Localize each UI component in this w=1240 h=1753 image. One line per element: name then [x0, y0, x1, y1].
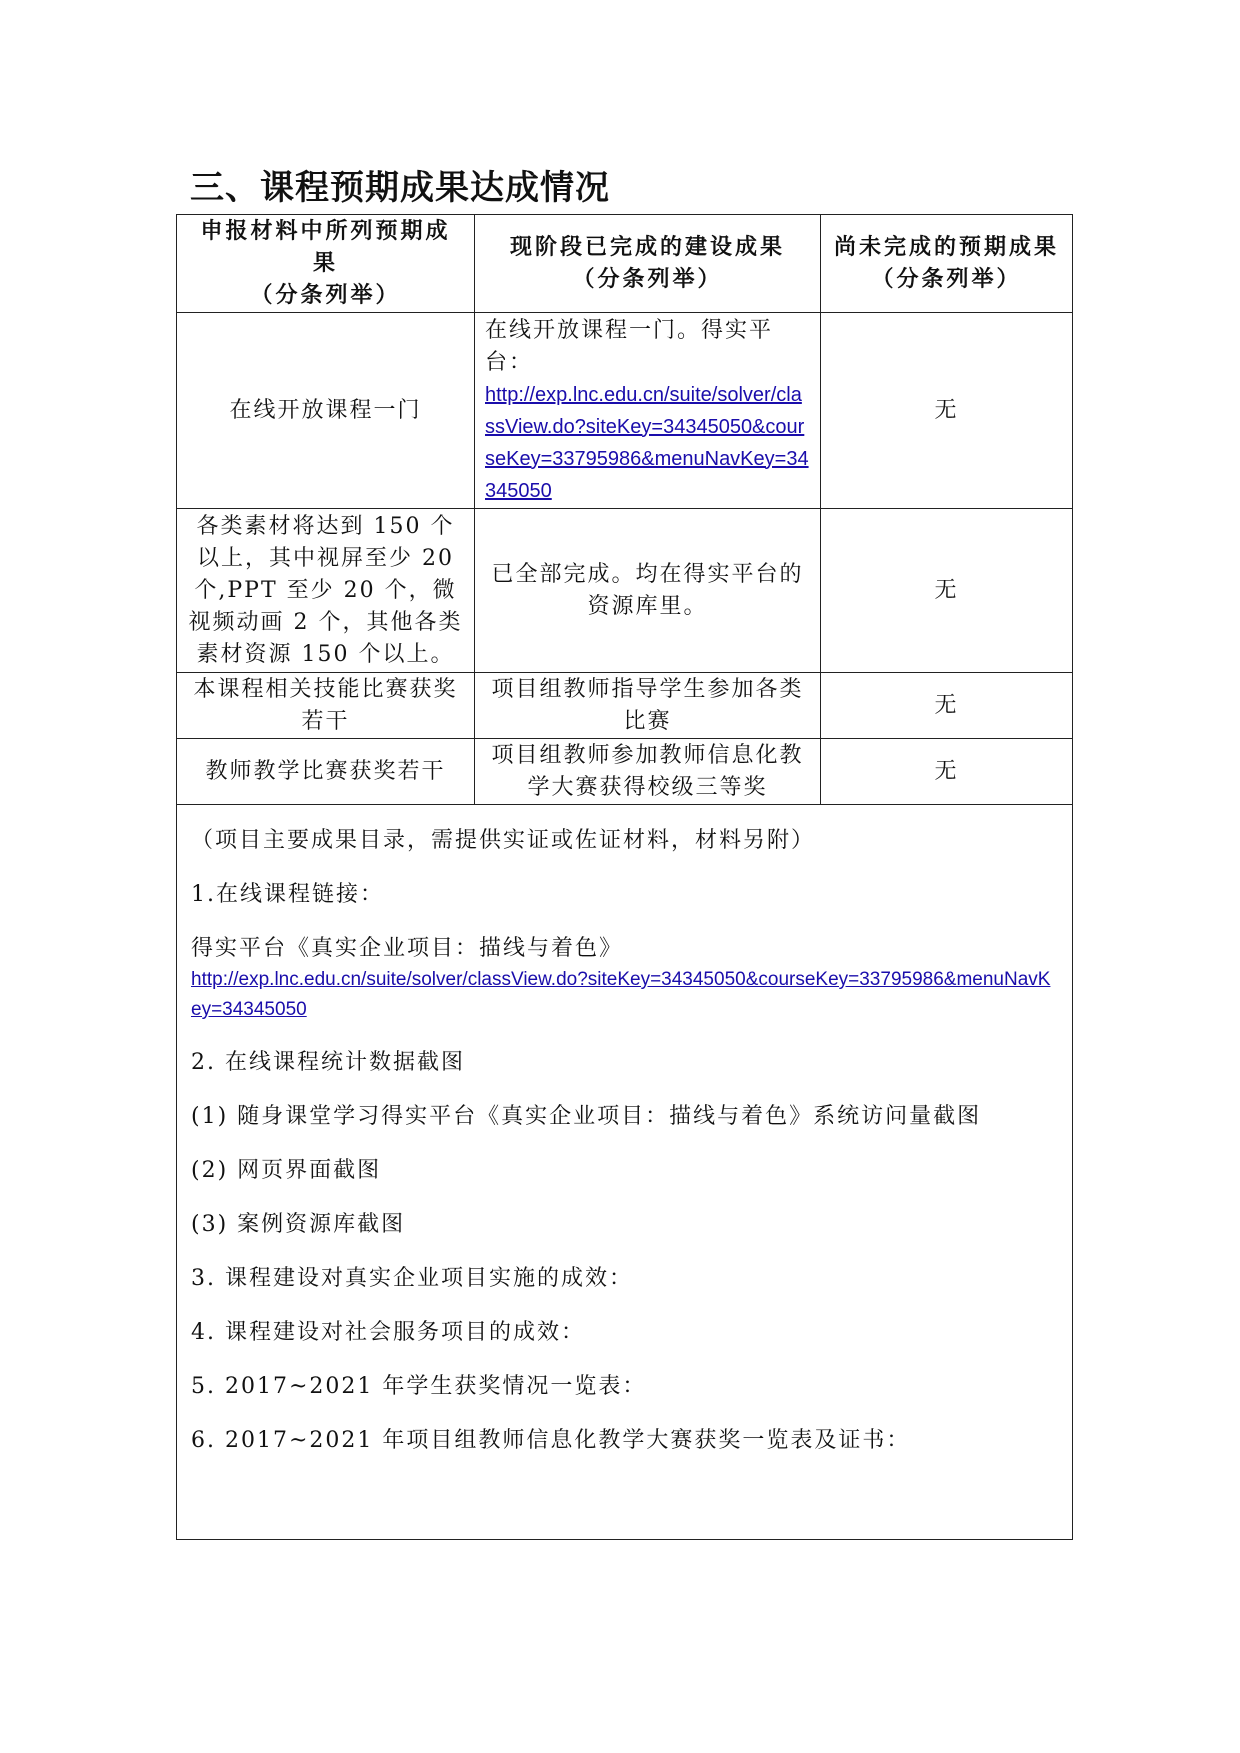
header-expected — [177, 215, 475, 313]
table-row — [177, 673, 1073, 739]
header-done-line1: 现阶段已完成的建设成果 — [509, 234, 785, 260]
done-text: 在线开放课程一门。得实平台： — [485, 317, 774, 375]
expected-cell: 本课程相关技能比赛获奖若干 — [177, 673, 475, 739]
summary-intro: （项目主要成果目录，需提供实证或佐证材料，材料另附） — [191, 828, 816, 853]
done-cell: 已全部完成。均在得实平台的资源库里。 — [475, 509, 821, 673]
done-cell — [475, 313, 821, 509]
pending-cell: 无 — [821, 509, 1073, 673]
header-expected-line3: （分条列举） — [250, 282, 401, 308]
pending-cell: 无 — [821, 313, 1073, 509]
expected-cell: 在线开放课程一门 — [177, 313, 475, 509]
results-table — [176, 214, 1073, 1540]
expected-cell: 各类素材将达到 150 个以上，其中视屏至少 20 个,PPT 至少 20 个，微视频动画 2 个，其他各类素材资源 150 个以上。 — [177, 509, 475, 673]
header-expected-line1: 申报材料中所列预期成 — [200, 218, 451, 244]
summary-item-2: 2. 在线课程统计数据截图 — [191, 1050, 465, 1075]
header-expected-line2: 果 — [312, 250, 338, 276]
summary-cell — [177, 805, 1073, 1540]
expected-cell: 教师教学比赛获奖若干 — [177, 739, 475, 805]
summary-item-4: 4. 课程建设对社会服务项目的成效： — [191, 1320, 585, 1345]
course-link[interactable]: http://exp.lnc.edu.cn/suite/solver/classView.do?siteKey=34345050&courseKey=33795986&menuNavKey=34345050 — [485, 383, 809, 502]
summary-item-1: 1.在线课程链接： — [191, 882, 384, 907]
pending-cell: 无 — [821, 739, 1073, 805]
summary-item-2-3: (3) 案例资源库截图 — [191, 1212, 406, 1237]
section-title: 三、课程预期成果达成情况 — [190, 168, 610, 208]
summary-item-2-2: (2) 网页界面截图 — [191, 1158, 382, 1183]
header-pending-line2: （分条列举） — [871, 266, 1022, 292]
table-row — [177, 313, 1073, 509]
header-done — [475, 215, 821, 313]
pending-cell: 无 — [821, 673, 1073, 739]
summary-row — [177, 805, 1073, 1540]
summary-item-3: 3. 课程建设对真实企业项目实施的成效： — [191, 1266, 633, 1291]
done-cell: 项目组教师指导学生参加各类比赛 — [475, 673, 821, 739]
header-pending — [821, 215, 1073, 313]
header-pending-line1: 尚未完成的预期成果 — [833, 234, 1059, 260]
header-done-line2: （分条列举） — [572, 266, 723, 292]
table-header-row — [177, 215, 1073, 313]
summary-item-5: 5. 2017~2021 年学生获奖情况一览表： — [191, 1374, 647, 1399]
done-cell: 项目组教师参加教师信息化教学大赛获得校级三等奖 — [475, 739, 821, 805]
summary-item-6: 6. 2017~2021 年项目组教师信息化教学大赛获奖一览表及证书： — [191, 1428, 911, 1453]
summary-item-2-1: (1) 随身课堂学习得实平台《真实企业项目：描线与着色》系统访问量截图 — [191, 1104, 982, 1129]
summary-platform-link[interactable]: http://exp.lnc.edu.cn/suite/solver/classView.do?siteKey=34345050&courseKey=33795986&menuNavKey=34345050 — [191, 969, 1051, 1020]
summary-platform-line: 得实平台《真实企业项目：描线与着色》 — [191, 936, 624, 961]
table-row — [177, 739, 1073, 805]
table-row — [177, 509, 1073, 673]
